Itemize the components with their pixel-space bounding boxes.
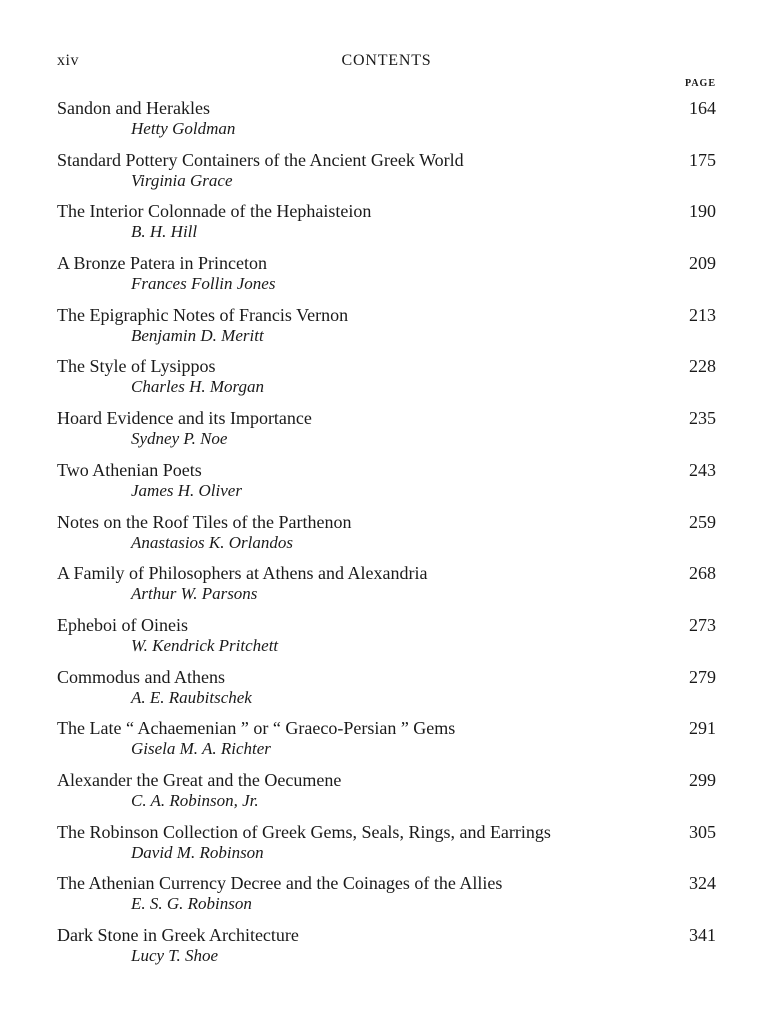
entry-author: B. H. Hill xyxy=(131,222,198,242)
entry-author: Arthur W. Parsons xyxy=(131,584,258,604)
entry-page-number: 259 xyxy=(689,511,716,532)
entry-title: Standard Pottery Containers of the Ancient Greek World xyxy=(57,149,464,170)
entry-page-number: 279 xyxy=(689,666,716,687)
contents-entry xyxy=(57,148,716,200)
contents-entry xyxy=(57,458,716,510)
entry-author: Anastasios K. Orlandos xyxy=(131,532,293,552)
entry-author: W. Kendrick Pritchett xyxy=(131,635,279,655)
entry-page-number: 305 xyxy=(689,821,716,842)
contents-entry xyxy=(57,354,716,406)
entry-page-number: 341 xyxy=(689,925,716,945)
contents-entry xyxy=(57,303,716,355)
entry-page-number: 273 xyxy=(689,614,716,635)
page-title: CONTENTS xyxy=(341,52,432,69)
entry-page-number: 164 xyxy=(689,98,716,118)
entry-title: Alexander the Great and the Oecumene xyxy=(57,769,342,790)
contents-entry xyxy=(57,251,716,303)
entry-author: James H. Oliver xyxy=(131,480,242,500)
entry-title: Notes on the Roof Tiles of the Parthenon xyxy=(57,511,352,532)
entry-author: Frances Follin Jones xyxy=(131,274,276,294)
running-head xyxy=(57,52,716,74)
entry-title: Two Athenian Poets xyxy=(57,459,202,480)
contents-entry xyxy=(57,768,716,820)
entry-title: Commodus and Athens xyxy=(57,666,226,687)
contents-entry xyxy=(57,199,716,251)
contents-entry xyxy=(57,820,716,872)
contents-list xyxy=(57,96,716,975)
contents-entry xyxy=(57,406,716,458)
entry-author: Hetty Goldman xyxy=(131,119,236,138)
entry-author: E. S. G. Robinson xyxy=(131,894,252,914)
entry-page-number: 243 xyxy=(689,459,716,480)
contents-entry xyxy=(57,923,716,975)
entry-page-number: 175 xyxy=(689,149,716,170)
entry-page-number: 213 xyxy=(689,304,716,325)
entry-title: The Style of Lysippos xyxy=(57,356,216,377)
entry-title: The Late “ Achaemenian ” or “ Graeco-Persian ” Gems xyxy=(57,718,456,739)
entry-author: A. E. Raubitschek xyxy=(131,687,252,707)
entry-author: David M. Robinson xyxy=(131,842,264,862)
entry-page-number: 235 xyxy=(689,408,716,429)
entry-page-number: 299 xyxy=(689,769,716,790)
entry-author: Benjamin D. Meritt xyxy=(131,325,264,345)
contents-entry xyxy=(57,871,716,923)
entry-title: The Epigraphic Notes of Francis Vernon xyxy=(57,304,349,325)
entry-title: The Robinson Collection of Greek Gems, Seals, Rings, and Earrings xyxy=(57,821,551,842)
entry-page-number: 268 xyxy=(689,563,716,584)
entry-page-number: 291 xyxy=(689,718,716,739)
entry-page-number: 190 xyxy=(689,201,716,222)
contents-entry xyxy=(57,716,716,768)
entry-page-number: 209 xyxy=(689,253,716,274)
contents-entry xyxy=(57,561,716,613)
entry-author: Charles H. Morgan xyxy=(131,377,265,397)
entry-author: C. A. Robinson, Jr. xyxy=(131,790,259,810)
contents-entry xyxy=(57,613,716,665)
entry-author: Lucy T. Shoe xyxy=(131,946,219,965)
entry-title: Epheboi of Oineis xyxy=(57,614,188,635)
entry-title: A Family of Philosophers at Athens and Alexandria xyxy=(57,563,428,584)
contents-entry xyxy=(57,510,716,562)
entry-title: A Bronze Patera in Princeton xyxy=(57,253,267,274)
contents-entry xyxy=(57,665,716,717)
entry-page-number: 324 xyxy=(689,873,716,894)
entry-page-number: 228 xyxy=(689,356,716,377)
page-column-label: PAGE xyxy=(684,78,716,89)
page-folio: xiv xyxy=(57,52,79,69)
entry-author: Virginia Grace xyxy=(131,170,233,190)
entry-title: The Athenian Currency Decree and the Coinages of the Allies xyxy=(57,873,503,894)
entry-title: Sandon and Herakles xyxy=(57,98,210,118)
entry-author: Sydney P. Noe xyxy=(131,429,228,449)
entry-title: Hoard Evidence and its Importance xyxy=(57,408,312,429)
entry-title: The Interior Colonnade of the Hephaisteion xyxy=(57,201,372,222)
contents-entry xyxy=(57,96,716,148)
entry-title: Dark Stone in Greek Architecture xyxy=(57,925,299,945)
entry-author: Gisela M. A. Richter xyxy=(131,739,271,759)
